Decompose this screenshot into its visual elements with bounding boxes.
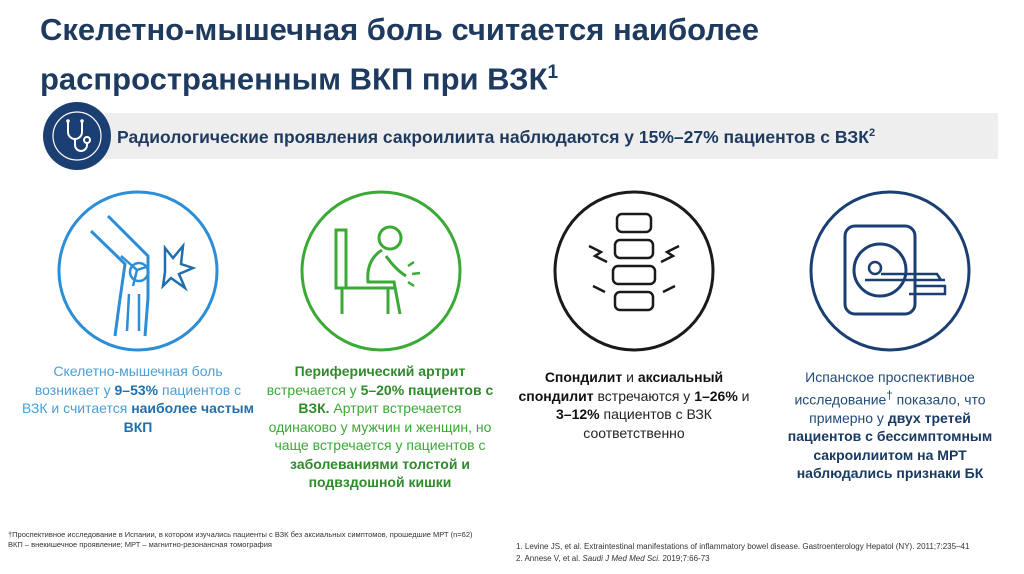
column-3-text: Спондилит и аксиальный спондилит встречаются у 1–26% и 3–12% пациентов с ВЗК соответственно xyxy=(518,369,750,441)
sitting-person-pain-icon xyxy=(296,186,466,356)
references: 1. Levine JS, et al. Extraintestinal manifestations of inflammatory bowel disease. Gastroenterology Hepatol (NY). 2011;7:235–41 2. Annese V, et al. Saudi J Med Med Sci. 2019;7:66-73 xyxy=(516,542,970,563)
stethoscope-icon xyxy=(43,102,111,170)
column-4-text: Испанское проспективное исследование† показало, что примерно у двух третей пациентов с бессимптомным сакроилиитом на МРТ наблюдались признаки БК xyxy=(787,369,993,482)
column-2-text: Периферический артрит встречается у 5–20% пациентов с ВЗК. Артрит встречается одинаково у мужчин и женщин, но чаще встречается у пациентов с заболеваниями толстой и подвздошной кишки xyxy=(266,363,494,490)
slide-title xyxy=(40,8,940,100)
spine-icon xyxy=(549,186,719,356)
title-superscript: 1 xyxy=(547,62,559,83)
knee-joint-pain-icon xyxy=(53,186,223,356)
title-line-1: Скелетно-мышечная боль считается наиболее xyxy=(40,12,760,47)
title-line-2: распространенным ВКП при ВЗК xyxy=(40,61,548,97)
banner-text: Радиологические проявления сакроилиита наблюдаются у 15%–27% пациентов с ВЗК$^2$ xyxy=(117,127,876,147)
column-1-text: Скелетно-мышечная боль возникает у 9–53% пациентов с ВЗК и считается наиболее частым ВКП xyxy=(22,363,254,435)
footnotes: †Проспективное исследование в Испании, в котором изучались пациенты с ВЗК без аксиальных симптомов, прошедшие МРТ (n=62) ВКП – внекишечное проявление; МРТ – магнитно-резонансная томография xyxy=(8,530,473,549)
mri-scanner-icon xyxy=(805,186,975,356)
